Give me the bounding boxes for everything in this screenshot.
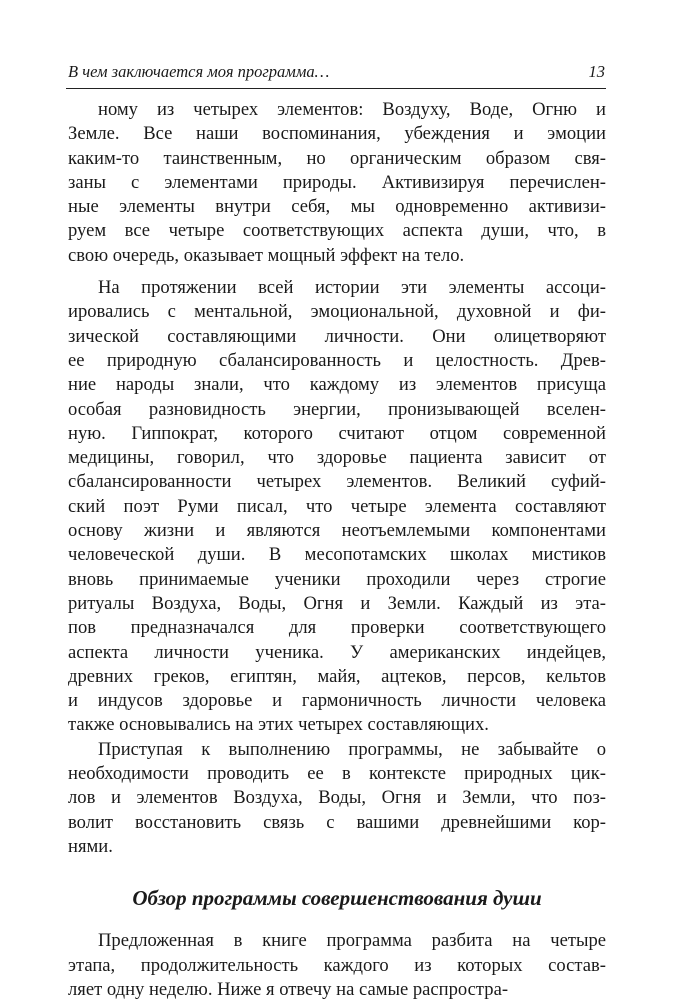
text-line: ировались с ментальной, эмоциональной, духовной и фи- xyxy=(68,301,606,323)
text-line: ритуалы Воздуха, Воды, Огня и Земли. Каждый из эта- xyxy=(68,592,606,614)
paragraph-gap xyxy=(68,268,606,276)
text-line: руем все четыре соответствующих аспекта души, что, в xyxy=(68,220,606,242)
text-line: Приступая к выполнению программы, не забывайте о xyxy=(98,738,606,760)
text-line: свою очередь, оказывает мощный эффект на тело. xyxy=(68,244,465,266)
paragraph-gap xyxy=(68,859,606,867)
text-line: Предложенная в книге программа разбита на четыре xyxy=(98,930,606,952)
text-line: сбалансированности четырех элементов. Великий суфий- xyxy=(68,471,606,493)
text-line: основу жизни и являются неотъемлемыми компонентами xyxy=(68,520,606,542)
body-text xyxy=(68,98,606,1002)
text-line: пов предназначался для проверки соответствующего xyxy=(68,617,606,639)
text-line: ние народы знали, что каждому из элементов присуща xyxy=(68,374,606,396)
text-line: нями. xyxy=(68,835,113,857)
text-line: ее природную сбалансированность и целостность. Древ- xyxy=(68,349,606,371)
text-line: Земле. Все наши воспоминания, убеждения и эмоции xyxy=(68,123,606,145)
text-line: аспекта личности ученика. У американских индейцев, xyxy=(68,641,606,663)
running-title: В чем заключается моя программа… xyxy=(68,62,330,81)
running-header xyxy=(68,61,605,83)
text-line: зической составляющими личности. Они олицетворяют xyxy=(68,325,606,347)
header-rule xyxy=(66,88,606,89)
text-line: волит восстановить связь с вашими древнейшими кор- xyxy=(68,811,606,833)
text-line: ные элементы внутри себя, мы одновременно активизи- xyxy=(68,196,606,218)
text-line: медицины, говорил, что здоровье пациента зависит от xyxy=(68,447,606,469)
text-line: На протяжении всей истории эти элементы ассоци- xyxy=(98,277,606,299)
text-line: также основывались на этих четырех составляющих. xyxy=(68,714,489,736)
text-line: древних греков, египтян, майя, ацтеков, персов, кельтов xyxy=(68,665,606,687)
text-line: каким-то таинственным, но органическим образом свя- xyxy=(68,147,606,169)
text-line: вновь принимаемые ученики проходили через строгие xyxy=(68,568,606,590)
text-line: ному из четырех элементов: Воздуху, Воде, Огню и xyxy=(98,99,606,120)
text-line: заны с элементами природы. Активизируя перечислен- xyxy=(68,171,606,193)
text-line: особая разновидность энергии, пронизывающей вселен- xyxy=(68,398,606,420)
section-heading: Обзор программы совершенствования души xyxy=(132,886,542,911)
text-line: ский поэт Руми писал, что четыре элемента составляют xyxy=(68,495,606,517)
text-line: этапа, продолжительность каждого из которых состав- xyxy=(68,954,606,976)
text-line: человеческой души. В месопотамских школах мистиков xyxy=(68,544,606,566)
text-line: необходимости проводить ее в контексте природных цик- xyxy=(68,763,606,785)
page-number: 13 xyxy=(588,62,605,81)
text-line: ляет одну неделю. Ниже я отвечу на самые распростра- xyxy=(68,978,509,1000)
text-line: ную. Гиппократ, которого считают отцом современной xyxy=(68,422,606,444)
text-line: лов и элементов Воздуха, Воды, Огня и Земли, что поз- xyxy=(68,787,606,809)
text-line: и индусов здоровье и гармоничность личности человека xyxy=(68,690,606,712)
